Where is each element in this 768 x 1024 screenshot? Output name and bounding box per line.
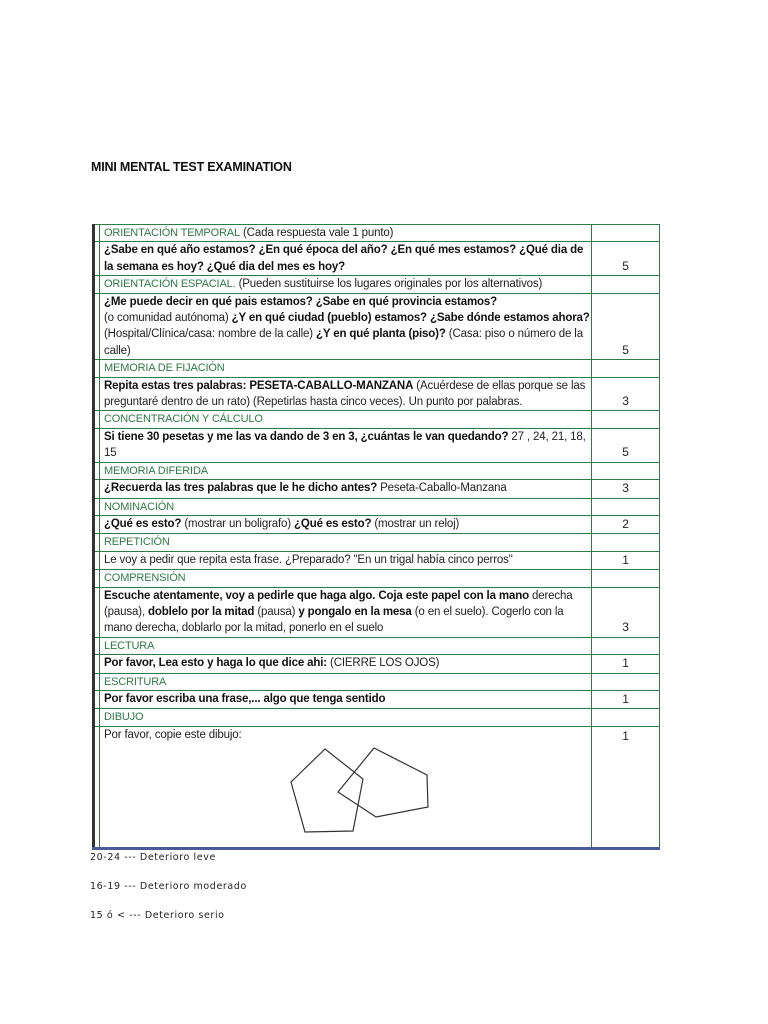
section-score: 5: [592, 293, 660, 360]
section-header: [100, 462, 592, 479]
section-header-label: COMPRENSIÓN: [104, 572, 186, 585]
question-text: Por favor escriba una frase,... algo que tenga sentido: [104, 692, 386, 705]
section-header-label: ORIENTACIÓN TEMPORAL: [104, 227, 240, 239]
header-score-cell: [592, 225, 660, 242]
section-question: [100, 551, 592, 569]
section-header-label: ORIENTACIÓN ESPACIAL.: [104, 278, 236, 291]
question-text: ¿Recuerda las tres palabras que le he dicho antes? Peseta-Caballo-Manzana: [104, 482, 507, 495]
header-score-cell: [592, 709, 660, 726]
section-header-row: [94, 225, 660, 242]
question-text: Le voy a pedir que repita esta frase. ¿Preparado? "En un trigal había cinco perros": [104, 553, 513, 566]
section-header-label: NOMINACIÓN: [104, 500, 175, 513]
section-header: [100, 225, 592, 242]
section-score: 5: [592, 428, 660, 462]
section-content-row: [94, 293, 660, 360]
section-header-label: LECTURA: [104, 639, 155, 652]
section-header-row: [94, 673, 660, 690]
section-score: 3: [592, 480, 660, 498]
header-score-cell: [592, 534, 660, 551]
section-content-row: [94, 480, 660, 498]
section-score: 2: [592, 515, 660, 533]
document-title: MINI MENTAL TEST EXAMINATION: [91, 160, 292, 174]
legend-moderate: 16-19 --- Deterioro moderado: [90, 881, 247, 892]
section-content-row: [94, 587, 660, 637]
section-header-label: MEMORIA DIFERIDA: [104, 464, 208, 477]
section-header-row: [94, 411, 660, 428]
section-header-label: ESCRITURA: [104, 675, 167, 688]
section-content-row: [94, 655, 660, 673]
section-header-label: REPETICIÓN: [104, 536, 170, 549]
section-content-row: [94, 377, 660, 411]
header-score-cell: [592, 570, 660, 587]
section-header-label: MEMORIA DE FIJACIÓN: [104, 362, 225, 375]
section-question: [100, 726, 592, 848]
section-header: [100, 570, 592, 587]
section-question: [100, 587, 592, 637]
section-header-row: [94, 276, 660, 293]
section-header: [100, 498, 592, 515]
section-content-row: [94, 428, 660, 462]
header-score-cell: [592, 673, 660, 690]
overlapping-pentagons-figure: [289, 747, 439, 847]
section-score: 1: [592, 655, 660, 673]
section-question: [100, 515, 592, 533]
section-header-row: [94, 462, 660, 479]
section-header: [100, 534, 592, 551]
mmse-table: [92, 224, 660, 850]
section-question: [100, 655, 592, 673]
section-score: 3: [592, 587, 660, 637]
section-question: [100, 377, 592, 411]
header-score-cell: [592, 360, 660, 377]
section-score: 5: [592, 242, 660, 276]
section-header-label: CONCENTRACIÓN Y CÁLCULO: [104, 413, 263, 426]
question-text: ¿Sabe en qué año estamos? ¿En qué época del año? ¿En qué mes estamos? ¿Qué dia de la semana es hoy? ¿Qué dia del mes es hoy?: [104, 244, 584, 273]
header-score-cell: [592, 276, 660, 293]
question-text: Repita estas tres palabras: PESETA-CABALLO-MANZANA (Acuérdese de ellas porque se las preguntaré dentro de un rato) (Repetirlas hasta cinco veces). Un punto por palabras.: [104, 379, 586, 409]
header-score-cell: [592, 498, 660, 515]
header-score-cell: [592, 411, 660, 428]
section-header: [100, 360, 592, 377]
legend-mild: 20-24 --- Deterioro leve: [90, 852, 216, 863]
section-score: 1: [592, 726, 660, 848]
section-header-row: [94, 637, 660, 654]
section-content-row: [94, 515, 660, 533]
section-question: [100, 428, 592, 462]
section-content-row: [94, 690, 660, 708]
section-header: [100, 276, 592, 293]
section-header-row: [94, 498, 660, 515]
section-question: [100, 293, 592, 360]
section-header: [100, 673, 592, 690]
question-text: ¿Me puede decir en qué pais estamos? ¿Sabe en qué provincia estamos? (o comunidad autónoma) ¿Y en qué ciudad (pueblo) estamos? ¿Sabe dónde estamos ahora? (Hospital/Clínica/casa: nombre de la calle) ¿Y en qué planta (piso)? (Casa: piso o número de la calle): [104, 295, 590, 357]
section-header-row: [94, 570, 660, 587]
section-question: [100, 480, 592, 498]
pentagon-right: [338, 748, 428, 817]
question-text: Por favor, Lea esto y haga lo que dice ahi: (CIERRE LOS OJOS): [104, 657, 440, 670]
section-score: 1: [592, 690, 660, 708]
section-content-row: [94, 551, 660, 569]
section-header: [100, 637, 592, 654]
section-header: [100, 709, 592, 726]
section-header-row: [94, 534, 660, 551]
section-header-note: (Cada respuesta vale 1 punto): [239, 227, 394, 239]
pentagon-left: [291, 749, 363, 832]
section-header-row: [94, 709, 660, 726]
section-header-row: [94, 360, 660, 377]
question-text: ¿Qué es esto? (mostrar un boligrafo) ¿Qué es esto? (mostrar un reloj): [104, 517, 460, 530]
legend-severe: 15 ó < --- Deterioro serio: [90, 910, 225, 921]
section-header-label: DIBUJO: [104, 711, 144, 724]
header-score-cell: [592, 637, 660, 654]
section-question: [100, 690, 592, 708]
question-text: Si tiene 30 pesetas y me las va dando de 3 en 3, ¿cuántas le van quedando? 27 , 24, 21, 18, 15: [104, 430, 586, 460]
section-content-row: [94, 242, 660, 276]
section-content-row: [94, 726, 660, 848]
section-score: 1: [592, 551, 660, 569]
question-text: Escuche atentamente, voy a pedirle que haga algo. Coja este papel con la mano derecha (pausa), doblelo por la mitad (pausa) y pongalo en la mesa (o en el suelo). Cogerlo con la mano derecha, doblarlo por la mitad, ponerlo en el suelo: [104, 589, 573, 635]
question-text: Por favor, copie este dibujo:: [104, 728, 242, 741]
section-question: [100, 242, 592, 276]
header-score-cell: [592, 462, 660, 479]
section-header: [100, 411, 592, 428]
section-score: 3: [592, 377, 660, 411]
section-header-note: (Pueden sustituirse los lugares originales por los alternativos): [235, 278, 543, 291]
